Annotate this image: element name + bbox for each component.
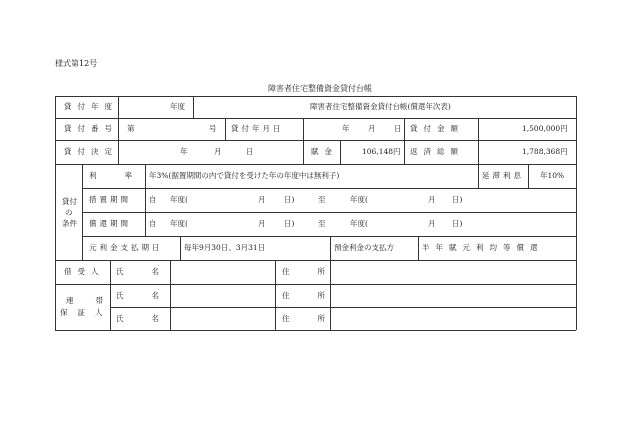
- loan-date-day: 日: [394, 124, 402, 133]
- grace-from: 自: [149, 195, 157, 204]
- borrower-label: 借受人: [64, 267, 105, 276]
- loan-number-label: 貸付番号: [64, 124, 118, 133]
- borrower-name-label: 氏名: [116, 267, 187, 276]
- repay-from-day: 日): [284, 219, 295, 228]
- conditions-label-top: 貸付: [62, 197, 77, 206]
- installment-label: 賦金: [311, 147, 338, 156]
- decision-day: 日: [246, 147, 254, 156]
- loan-date-label: 貸付年月日: [231, 124, 284, 133]
- ledger-subtitle: 障害者住宅整備資金貸付台帳(償還年次表): [310, 102, 451, 111]
- repayment-period-label: 償還期間: [89, 219, 131, 228]
- loan-date-month: 月: [368, 124, 376, 133]
- interest-value: 年3%(据置期間の内で貸付を受けた年の年度中は無利子): [149, 171, 340, 180]
- repayment-total-value: 1,788,368円: [522, 147, 568, 156]
- form-number: 様式第12号: [55, 59, 98, 68]
- grace-to: 至: [318, 195, 326, 204]
- repayment-total-label: 返済総額: [410, 147, 464, 156]
- payment-method-label: 預金利金の支払方: [334, 243, 394, 252]
- repay-to-nendo: 年度(: [350, 219, 368, 228]
- guarantor-name-label-1: 氏名: [116, 291, 187, 300]
- decision-year: 年: [180, 147, 188, 156]
- grace-from-day: 日): [284, 195, 295, 204]
- grace-from-month: 月: [258, 195, 266, 204]
- loan-year-label: 貸付年度: [64, 102, 118, 111]
- number-suffix: 号: [209, 124, 217, 133]
- ledger-title: 障害者住宅整備資金貸付台帳: [268, 84, 372, 93]
- grace-period-label: 措置期間: [89, 195, 131, 204]
- payment-method-value: 半年賦元利均等償還: [422, 243, 544, 252]
- guarantor-name-label-2: 氏名: [116, 314, 187, 323]
- grace-to-month: 月: [428, 195, 436, 204]
- guarantor-address-label-2: 住所: [282, 314, 353, 323]
- guarantor-label-bottom: 保証人: [60, 308, 113, 317]
- loan-amount-label: 貸付金額: [410, 124, 464, 133]
- grace-from-nendo: 年度(: [170, 195, 188, 204]
- late-interest-value: 年10%: [540, 171, 565, 180]
- repay-from: 自: [149, 219, 157, 228]
- grace-to-day: 日): [452, 195, 463, 204]
- repay-to-day: 日): [452, 219, 463, 228]
- guarantor-label-top: 連帯: [66, 296, 125, 305]
- late-interest-label: 延滞利息: [482, 171, 524, 180]
- repay-to-month: 月: [428, 219, 436, 228]
- loan-year-unit: 年度: [170, 102, 185, 111]
- conditions-label-mid: の: [65, 208, 73, 217]
- grace-to-nendo: 年度(: [350, 195, 368, 204]
- payment-date-label: 元利金支払期日: [89, 243, 163, 252]
- number-prefix: 第: [127, 124, 135, 133]
- loan-decision-label: 貸付決定: [64, 147, 118, 156]
- payment-date-value: 毎年9月30日、3月31日: [184, 243, 266, 252]
- interest-label: 利率: [89, 171, 160, 180]
- repay-from-month: 月: [258, 219, 266, 228]
- decision-month: 月: [214, 147, 222, 156]
- guarantor-address-label-1: 住所: [282, 291, 353, 300]
- repay-from-nendo: 年度(: [170, 219, 188, 228]
- installment-value: 106,148円: [362, 147, 401, 156]
- loan-date-year: 年: [342, 124, 350, 133]
- repay-to: 至: [318, 219, 326, 228]
- borrower-address-label: 住所: [282, 267, 353, 276]
- conditions-label-bottom: 条件: [62, 219, 77, 228]
- loan-amount-value: 1,500,000円: [522, 124, 568, 133]
